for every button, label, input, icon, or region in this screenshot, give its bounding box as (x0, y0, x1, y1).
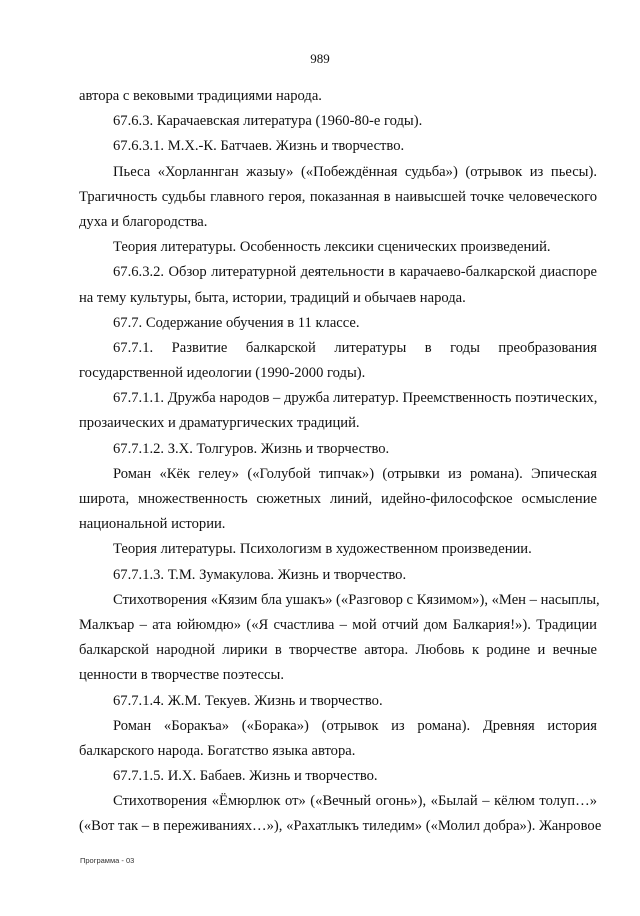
text-line: ценности в творчестве поэтессы. (79, 667, 284, 684)
text-line: духа и благородства. (79, 213, 208, 230)
text-line: Теория литературы. Психологизм в художественном произведении. (113, 541, 532, 558)
text-line: Трагичность судьбы главного героя, показанная в наивысшей точке человеческого (79, 188, 597, 205)
body-text (79, 84, 602, 840)
text-line: 67.7.1.3. Т.М. Зумакулова. Жизнь и творчество. (113, 566, 407, 583)
text-line: («Вот так – в переживаниях…»), «Рахатлыкъ тиледим» («Молил добра»). Жанровое (79, 818, 602, 835)
text-line: 67.7.1.2. З.Х. Толгуров. Жизнь и творчество. (113, 440, 390, 457)
text-line: Малкъар – ата юйюмдю» («Я счастлива – мой отчий дом Балкария!»). Традиции (79, 616, 597, 633)
text-line: Роман «Боракъа» («Борака») (отрывок из романа). Древняя история (113, 717, 597, 734)
text-line: на тему культуры, быта, истории, традиций и обычаев народа. (79, 289, 466, 306)
text-line: балкарской народной лирики в творчестве автора. Любовь к родине и вечные (79, 642, 597, 659)
text-line: 67.7. Содержание обучения в 11 классе. (113, 314, 360, 331)
text-line: 67.6.3.1. М.Х.-К. Батчаев. Жизнь и творчество. (113, 138, 405, 155)
text-line: Пьеса «Хорланнган жазыу» («Побеждённая судьба») (отрывок из пьесы). (113, 163, 597, 180)
text-line: автора с вековыми традициями народа. (79, 88, 322, 104)
page-number: 989 (310, 51, 330, 66)
text-line: 67.7.1.1. Дружба народов – дружба литератур. Преемственность поэтических, (113, 390, 598, 407)
text-line: 67.7.1. Развитие балкарской литературы в годы преобразования (113, 339, 597, 356)
text-line: 67.6.3. Карачаевская литература (1960-80-е годы). (113, 113, 423, 130)
text-line: национальной истории. (79, 516, 226, 533)
text-line: 67.7.1.5. И.Х. Бабаев. Жизнь и творчество. (113, 768, 378, 785)
text-line: Стихотворения «Кязим бла ушакъ» («Разговор с Кязимом»), «Мен – насыплы, (113, 591, 600, 608)
text-line: Теория литературы. Особенность лексики сценических произведений. (113, 239, 551, 256)
text-line: прозаических и драматургических традиций. (79, 415, 360, 432)
text-line: Роман «Кёк гелеу» («Голубой типчак») (отрывки из романа). Эпическая (113, 465, 597, 482)
text-line: государственной идеологии (1990-2000 годы). (79, 365, 366, 382)
text-line: балкарского народа. Богатство языка автора. (79, 742, 356, 759)
text-line: Стихотворения «Ёмюрлюк от» («Вечный огонь»), «Былай – кёлюм толуп…» (113, 793, 597, 810)
text-line: 67.6.3.2. Обзор литературной деятельности в карачаево-балкарской диаспоре (113, 264, 597, 281)
text-line: 67.7.1.4. Ж.М. Текуев. Жизнь и творчество. (113, 692, 383, 709)
text-line: широта, множественность сюжетных линий, идейно-философское осмысление (79, 491, 597, 507)
page-footer: Программа - 03 (80, 856, 135, 865)
